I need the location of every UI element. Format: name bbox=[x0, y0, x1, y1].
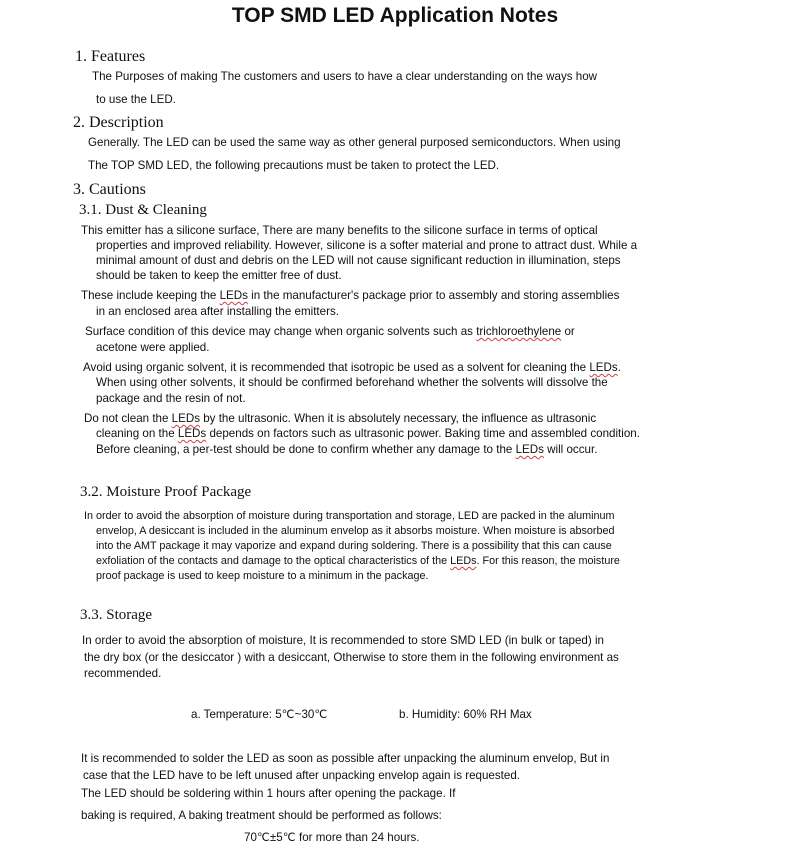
moisture-line-4 bbox=[96, 554, 620, 569]
dust-p5-l3-text-c: will occur. bbox=[543, 443, 598, 456]
dust-p2-text-a: These include keeping the bbox=[81, 289, 220, 302]
dust-p5-line-3 bbox=[96, 442, 597, 458]
features-text-line-2: to use the LED. bbox=[96, 93, 176, 106]
description-heading: 2. Description bbox=[73, 114, 164, 131]
storage-line-6: The LED should be soldering within 1 hours after opening the package. If bbox=[81, 787, 456, 800]
dust-p4-text-c: . bbox=[617, 361, 621, 374]
dust-p4-leds-term: LEDs bbox=[589, 361, 618, 374]
storage-heading: 3.3. Storage bbox=[80, 607, 153, 623]
dust-p4-line-2: When using other solvents, it should be confirmed beforehand whether the solvents will dissolve the bbox=[96, 376, 608, 389]
description-text-line-1: Generally. The LED can be used the same way as other general purposed semiconductors. When using bbox=[88, 136, 621, 149]
moisture-leds-term: LEDs bbox=[450, 555, 477, 567]
dust-p3-text-a: Surface condition of this device may change when organic solvents such as bbox=[85, 325, 477, 338]
moisture-line-1: In order to avoid the absorption of moisture during transportation and storage, LED are packed in the aluminum bbox=[84, 510, 615, 522]
dust-p5-leds-term-3: LEDs bbox=[515, 443, 544, 456]
dust-p5-l2-text-a: cleaning on the bbox=[96, 427, 178, 440]
moisture-l4-text-a: exfoliation of the contacts and damage to the optical characteristics of the bbox=[96, 555, 451, 567]
dust-p4-text-a: Avoid using organic solvent, it is recommended that isotropic be used as a solvent for cleaning the bbox=[83, 361, 590, 374]
storage-line-5: case that the LED have to be left unused after unpacking envelop again is requested. bbox=[83, 769, 520, 782]
storage-line-7: baking is required, A baking treatment should be performed as follows: bbox=[81, 809, 442, 822]
dust-p5-line-1 bbox=[84, 411, 596, 427]
storage-humidity: b. Humidity: 60% RH Max bbox=[399, 708, 532, 721]
moisture-l4-text-c: . For this reason, the moisture bbox=[476, 555, 620, 567]
storage-line-3: recommended. bbox=[84, 667, 162, 680]
moisture-line-2: envelop, A desiccant is included in the aluminum envelop as it absorbs moisture. When moisture is absorbed bbox=[96, 525, 615, 537]
dust-p2-line-2: in an enclosed area after installing the emitters. bbox=[96, 305, 339, 318]
features-text-line-1: The Purposes of making The customers and users to have a clear understanding on the ways how bbox=[92, 70, 598, 83]
dust-p5-l3-text-a: Before cleaning, a per-test should be done to confirm whether any damage to the bbox=[96, 443, 516, 456]
dust-p5-l2-text-c: depends on factors such as ultrasonic power. Baking time and assembled condition. bbox=[206, 427, 640, 440]
dust-p1-line-1: This emitter has a silicone surface, There are many benefits to the silicone surface in terms of optical bbox=[81, 224, 598, 237]
dust-p1-line-3: minimal amount of dust and debris on the LED will not cause significant reduction in illumination, steps bbox=[96, 254, 621, 267]
moisture-line-5: proof package is used to keep moisture to a minimum in the package. bbox=[96, 570, 429, 582]
features-heading: 1. Features bbox=[75, 48, 146, 65]
dust-p1-line-2: properties and improved reliability. However, silicone is a softer material and prone to attract dust. While a bbox=[96, 239, 638, 252]
dust-p4-line-1 bbox=[83, 360, 621, 376]
dust-p5-text-a: Do not clean the bbox=[84, 412, 172, 425]
dust-p3-line-2: acetone were applied. bbox=[96, 341, 210, 354]
dust-p5-text-c: by the ultrasonic. When it is absolutely necessary, the influence as ultrasonic bbox=[200, 412, 597, 425]
dust-cleaning-heading: 3.1. Dust & Cleaning bbox=[79, 202, 207, 218]
dust-p5-leds-term-1: LEDs bbox=[171, 412, 201, 425]
description-text-line-2: The TOP SMD LED, the following precautions must be taken to protect the LED. bbox=[88, 159, 500, 172]
moisture-heading: 3.2. Moisture Proof Package bbox=[80, 484, 252, 500]
dust-p3-solvent-term: trichloroethylene bbox=[476, 325, 562, 338]
dust-p5-leds-term-2: LEDs bbox=[177, 427, 207, 440]
page-title: TOP SMD LED Application Notes bbox=[231, 4, 559, 27]
storage-baking-condition: 70℃±5℃ for more than 24 hours. bbox=[244, 831, 420, 844]
storage-temperature: a. Temperature: 5℃~30℃ bbox=[191, 708, 328, 721]
storage-line-1: In order to avoid the absorption of moisture, It is recommended to store SMD LED (in bulk or taped) in bbox=[82, 634, 604, 647]
dust-p2-text-c: in the manufacturer's package prior to assembly and storing assemblies bbox=[247, 289, 620, 302]
storage-line-2: the dry box (or the desiccator ) with a desiccant, Otherwise to store them in the following environment as bbox=[84, 651, 619, 664]
dust-p2-line-1 bbox=[81, 288, 619, 304]
moisture-line-3: into the AMT package it may vaporize and expand during soldering. There is a possibility that this can cause bbox=[96, 540, 612, 552]
storage-line-4: It is recommended to solder the LED as soon as possible after unpacking the aluminum envelop, But in bbox=[81, 752, 610, 765]
dust-p4-line-3: package and the resin of not. bbox=[96, 392, 246, 405]
dust-p2-leds-term: LEDs bbox=[219, 289, 248, 302]
dust-p3-line-1 bbox=[85, 324, 575, 340]
dust-p5-line-2 bbox=[96, 426, 640, 442]
dust-p1-line-4: should be taken to keep the emitter free of dust. bbox=[96, 269, 342, 282]
dust-p3-text-c: or bbox=[561, 325, 575, 338]
cautions-heading: 3. Cautions bbox=[73, 181, 146, 198]
